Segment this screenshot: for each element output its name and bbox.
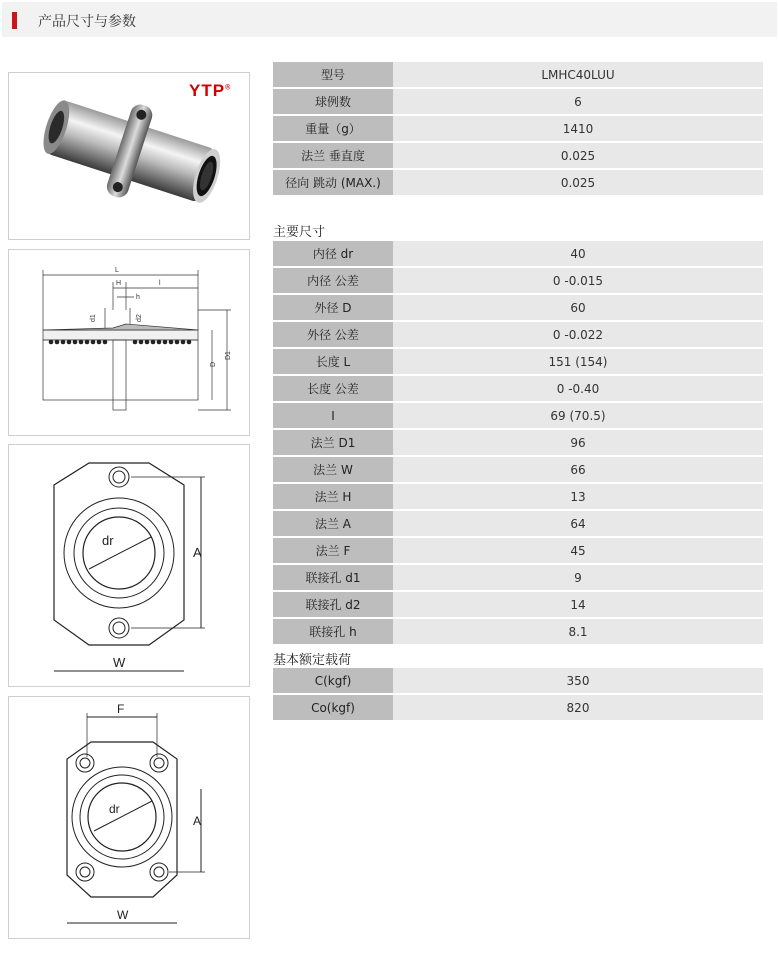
dim-value: 69 (70.5) [393,403,763,428]
table-row [273,565,763,590]
spec-value: 0.025 [393,170,763,195]
dim-label: 法兰 W [273,457,393,482]
dim-value: 13 [393,484,763,509]
dim-value: 0 -0.022 [393,322,763,347]
table-row [273,89,763,114]
dim-W-4: W [117,908,129,922]
product-photo [8,72,250,240]
spec-value: 1410 [393,116,763,141]
dim-value: 0 -0.015 [393,268,763,293]
table-row [273,376,763,401]
dim-A: A [193,545,202,560]
table-row [273,430,763,455]
table-row [273,511,763,536]
dim-value: 64 [393,511,763,536]
table-row [273,592,763,617]
table-row [273,116,763,141]
dim-label: 外径 D [273,295,393,320]
dim-value: 151 (154) [393,349,763,374]
dim-d1: d1 [90,314,97,322]
dim-label: 外径 公差 [273,322,393,347]
load-label: C(kgf) [273,668,393,693]
front-view-two-hole-drawing [8,444,250,687]
dim-value: 66 [393,457,763,482]
spec-label: 球例数 [273,89,393,114]
dim-value: 14 [393,592,763,617]
dim-label: I [273,403,393,428]
table-row [273,403,763,428]
dim-label: 长度 L [273,349,393,374]
side-section-drawing [8,249,250,436]
table-row [273,484,763,509]
table-row [273,322,763,347]
dim-label: 法兰 H [273,484,393,509]
dim-h: h [136,294,140,301]
dim-label: 联接孔 d2 [273,592,393,617]
dim-F: F [117,702,125,716]
spec-value: 6 [393,89,763,114]
dim-label: 内径 公差 [273,268,393,293]
table-row [273,538,763,563]
front-view-four-hole-svg [9,697,249,938]
front-view-two-hole-svg [9,445,249,686]
dim-L: L [115,267,119,274]
section-header [2,2,777,37]
table-row [273,170,763,195]
dim-value: 40 [393,241,763,266]
dim-H: H [116,280,122,287]
header-accent-bar [12,12,17,29]
dim-label: 法兰 D1 [273,430,393,455]
table-row [273,241,763,266]
dim-value: 9 [393,565,763,590]
table-row [273,668,763,693]
load-heading: 基本额定载荷 [273,653,352,668]
spec-label: 径向 跳动 (MAX.) [273,170,393,195]
dim-label: 法兰 A [273,511,393,536]
spec-label: 重量（g） [273,116,393,141]
dimensions-heading: 主要尺寸 [273,225,326,240]
section-title: 产品尺寸与参数 [38,14,136,30]
dim-value: 60 [393,295,763,320]
load-label: Co(kgf) [273,695,393,720]
spec-value: LMHC40LUU [393,62,763,87]
brand-logo: YTP® [189,81,232,100]
dim-dr: dr [102,533,114,548]
load-value: 820 [393,695,763,720]
dim-D: D [210,361,217,367]
table-row [273,695,763,720]
table-row [273,457,763,482]
spec-label: 型号 [273,62,393,87]
dim-W: W [113,655,126,670]
table-row [273,619,763,644]
dimensions-table [273,239,763,646]
front-view-four-hole-drawing [8,696,250,939]
side-view-svg [9,250,249,435]
load-value: 350 [393,668,763,693]
dim-label: 法兰 F [273,538,393,563]
table-row [273,295,763,320]
dim-dr-4: dr [109,802,120,816]
dim-value: 0 -0.40 [393,376,763,401]
spec-label: 法兰 垂直度 [273,143,393,168]
dim-value: 96 [393,430,763,455]
spec-value: 0.025 [393,143,763,168]
basic-spec-table [273,60,763,197]
table-row [273,349,763,374]
dim-label: 长度 公差 [273,376,393,401]
dim-A-4: A [193,814,202,828]
dim-d2: d2 [136,314,143,322]
dim-label: 内径 dr [273,241,393,266]
dim-value: 45 [393,538,763,563]
load-table [273,666,763,722]
dim-label: 联接孔 h [273,619,393,644]
dim-label: 联接孔 d1 [273,565,393,590]
table-row [273,62,763,87]
dim-value: 8.1 [393,619,763,644]
table-row [273,268,763,293]
dim-l: l [159,280,161,287]
table-row [273,143,763,168]
dim-D1: D1 [225,351,232,360]
